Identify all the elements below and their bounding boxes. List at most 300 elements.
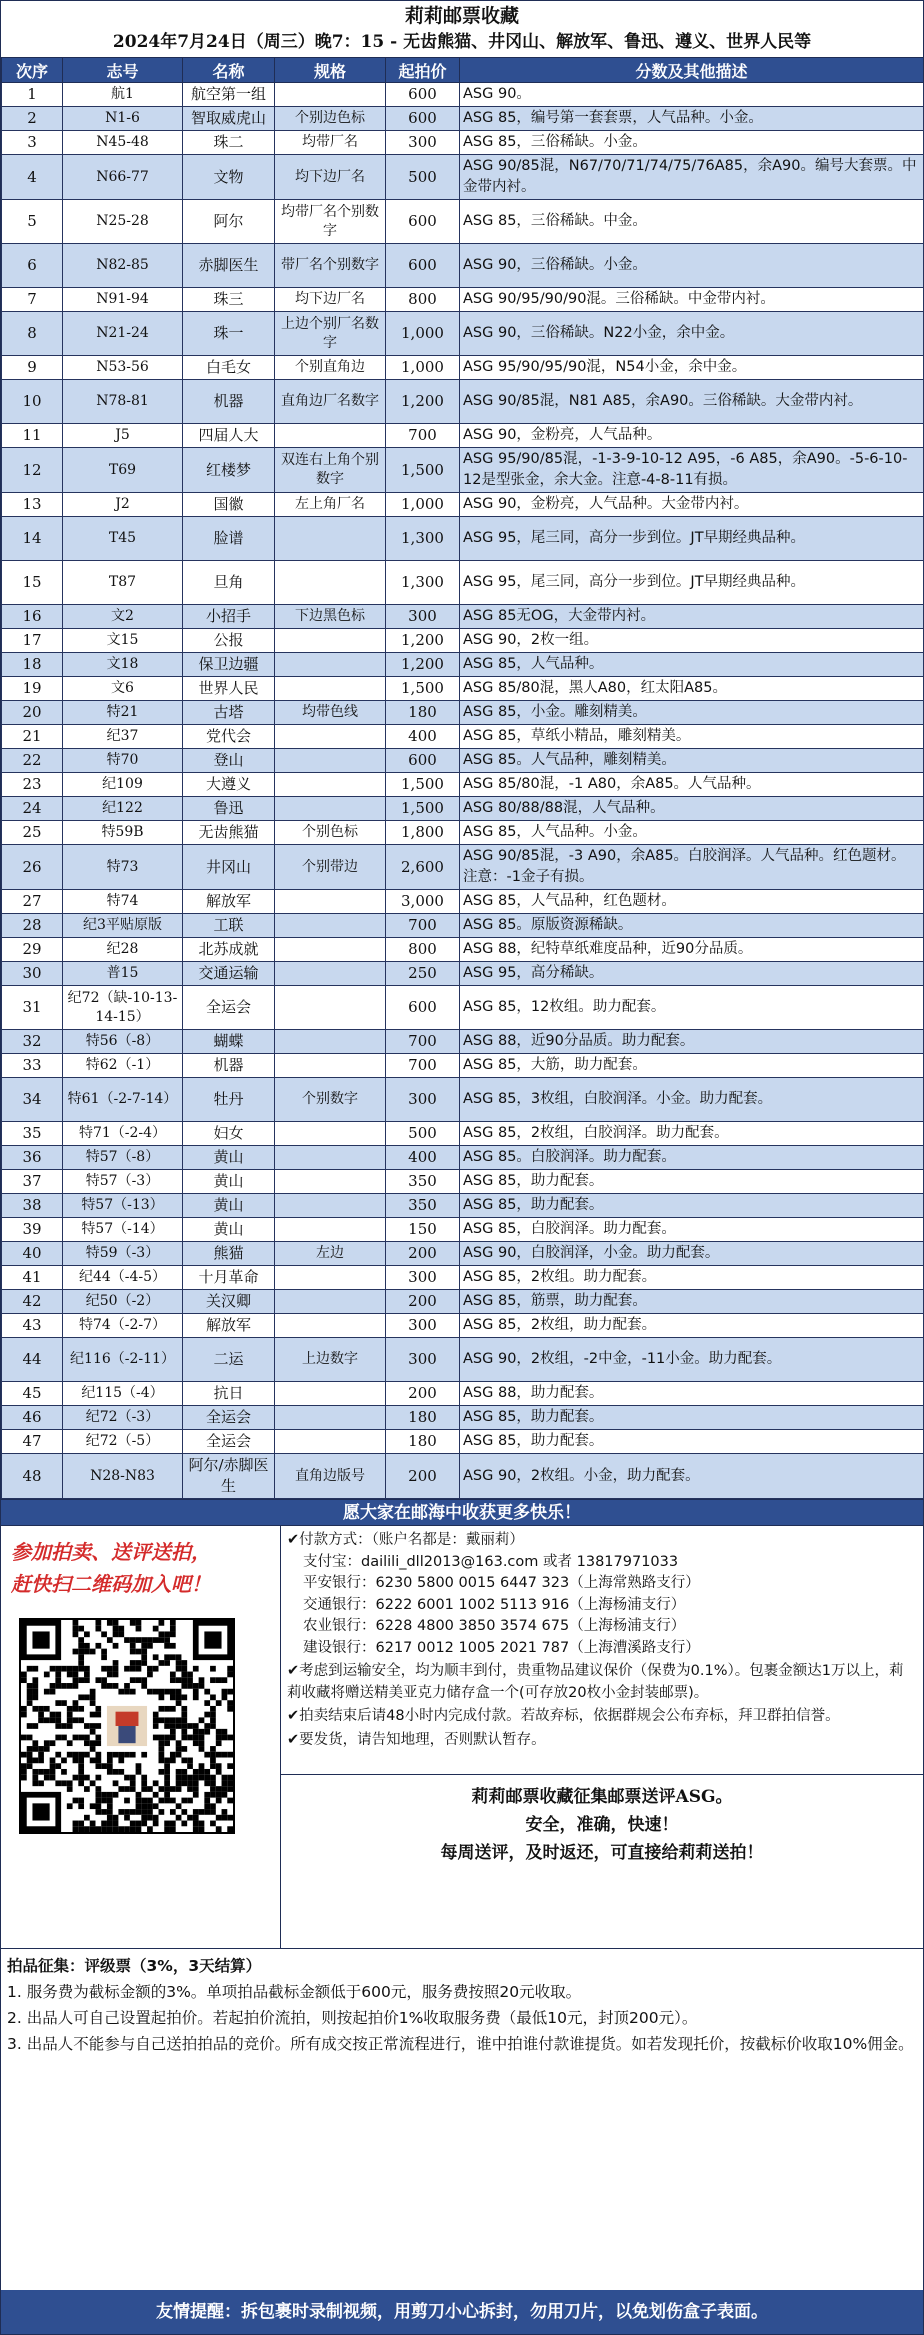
stamp-name: 工联 (183, 914, 275, 938)
stamp-code: N78-81 (63, 380, 183, 424)
lot-number: 42 (2, 1290, 63, 1314)
stamp-name: 全运会 (183, 1406, 275, 1430)
table-row (2, 356, 924, 380)
stamp-code: 纪44（-4-5） (63, 1266, 183, 1290)
lot-number: 15 (2, 561, 63, 605)
lot-number: 14 (2, 517, 63, 561)
shipping-note: ✔考虑到运输安全，均为顺丰到付，贵重物品建议保价（保费为0.1%）。包裹金额达1万以上，莉莉收藏将赠送精美亚克力储存盒一个(可存放20枚小金封装邮票)。 (287, 1663, 904, 1701)
stamp-code: N45-48 (63, 131, 183, 155)
description: ASG 85/80混，-1 A80，余A85。人气品种。 (460, 773, 924, 797)
lot-number: 7 (2, 288, 63, 312)
table-row (2, 629, 924, 653)
spec (275, 1382, 386, 1406)
lot-number: 25 (2, 821, 63, 845)
description: ASG 85，助力配套。 (460, 1406, 924, 1430)
stamp-name: 北苏成就 (183, 938, 275, 962)
stamp-name: 旦角 (183, 561, 275, 605)
starting-price: 1,200 (386, 380, 460, 424)
stamp-code: 纪72（-3） (63, 1406, 183, 1430)
stamp-code: 纪122 (63, 797, 183, 821)
rule-item: 3. 出品人不能参与自己送拍拍品的竞价。所有成交按正常流程进行，谁中拍谁付款谁提货。如若发现托价，按截标价收取10%佣金。 (7, 2035, 914, 2053)
table-row (2, 1290, 924, 1314)
lot-number: 40 (2, 1242, 63, 1266)
stamp-code: 特59（-3） (63, 1242, 183, 1266)
lot-number: 10 (2, 380, 63, 424)
table-row (2, 890, 924, 914)
spec (275, 773, 386, 797)
stamp-code: 纪116（-2-11） (63, 1338, 183, 1382)
description: ASG 90，2枚一组。 (460, 629, 924, 653)
description: ASG 95，尾三同，高分一步到位。JT早期经典品种。 (460, 517, 924, 561)
spec: 左边 (275, 1242, 386, 1266)
info-section (1, 1526, 923, 1949)
starting-price: 600 (386, 107, 460, 131)
stamp-code: 特57（-3） (63, 1170, 183, 1194)
starting-price: 180 (386, 1406, 460, 1430)
rule-item: 1. 服务费为截标金额的3%。单项拍品截标金额低于600元，服务费按照20元收取。 (7, 1983, 582, 2001)
table-row (2, 1122, 924, 1146)
lot-number: 3 (2, 131, 63, 155)
table-row (2, 962, 924, 986)
table-row (2, 1406, 924, 1430)
table-row (2, 749, 924, 773)
table-row (2, 1030, 924, 1054)
lot-number: 23 (2, 773, 63, 797)
starting-price: 200 (386, 1290, 460, 1314)
lot-number: 22 (2, 749, 63, 773)
stamp-code: T45 (63, 517, 183, 561)
table-row (2, 1266, 924, 1290)
starting-price: 400 (386, 1146, 460, 1170)
table-row (2, 725, 924, 749)
description: ASG 90/85混，N67/70/71/74/75/76A85，余A90。编号大套票。中金带内衬。 (460, 155, 924, 200)
description: ASG 90/85混，-3 A90，余A85。白胶润泽。人气品种。红色题材。注意：-1金子有损。 (460, 845, 924, 890)
starting-price: 3,000 (386, 890, 460, 914)
spec (275, 561, 386, 605)
starting-price: 300 (386, 131, 460, 155)
spec (275, 517, 386, 561)
description: ASG 85，12枚组。助力配套。 (460, 986, 924, 1030)
stamp-code: 纪28 (63, 938, 183, 962)
stamp-code: N82-85 (63, 244, 183, 288)
slogan-line: 每周送评，及时返还，可直接给莉莉送拍！ (440, 1843, 764, 1863)
starting-price: 700 (386, 424, 460, 448)
lot-number: 24 (2, 797, 63, 821)
lot-number: 19 (2, 677, 63, 701)
description: ASG 85。人气品种，雕刻精美。 (460, 749, 924, 773)
starting-price: 600 (386, 986, 460, 1030)
description: ASG 80/88/88混，人气品种。 (460, 797, 924, 821)
spec (275, 677, 386, 701)
starting-price: 1,000 (386, 312, 460, 356)
lot-number: 17 (2, 629, 63, 653)
stamp-code: 特71（-2-4） (63, 1122, 183, 1146)
starting-price: 300 (386, 605, 460, 629)
stamp-code: 普15 (63, 962, 183, 986)
stamp-name: 十月革命 (183, 1266, 275, 1290)
stamp-name: 熊猫 (183, 1242, 275, 1266)
spec: 个别边色标 (275, 107, 386, 131)
stamp-name: 智取威虎山 (183, 107, 275, 131)
stamp-name: 公报 (183, 629, 275, 653)
stamp-name: 登山 (183, 749, 275, 773)
stamp-code: N28-N83 (63, 1454, 183, 1499)
lot-number: 20 (2, 701, 63, 725)
spec (275, 424, 386, 448)
stamp-code: N25-28 (63, 200, 183, 244)
table-header-row (2, 58, 924, 83)
stamp-name: 国徽 (183, 493, 275, 517)
lot-number: 48 (2, 1454, 63, 1499)
table-row (2, 517, 924, 561)
table-row (2, 424, 924, 448)
lot-number: 44 (2, 1338, 63, 1382)
lot-table-body (2, 83, 924, 1499)
spec (275, 1146, 386, 1170)
starting-price: 500 (386, 155, 460, 200)
lot-number: 27 (2, 890, 63, 914)
stamp-name: 小招手 (183, 605, 275, 629)
description: ASG 85，2枚组，助力配套。 (460, 1314, 924, 1338)
table-row (2, 938, 924, 962)
rules-title: 拍品征集：评级票（3%，3天结算） (7, 1957, 262, 1975)
lot-number: 38 (2, 1194, 63, 1218)
starting-price: 300 (386, 1078, 460, 1122)
starting-price: 1,300 (386, 517, 460, 561)
stamp-code: 纪3平贴原版 (63, 914, 183, 938)
table-row (2, 1338, 924, 1382)
qr-code-image (21, 1620, 233, 1832)
lot-number: 1 (2, 83, 63, 107)
table-row (2, 1146, 924, 1170)
table-row (2, 380, 924, 424)
spec (275, 1194, 386, 1218)
starting-price: 200 (386, 1242, 460, 1266)
table-row (2, 653, 924, 677)
column-header: 次序 (2, 58, 63, 83)
stamp-name: 古塔 (183, 701, 275, 725)
description: ASG 90，三俗稀缺。N22小金，余中金。 (460, 312, 924, 356)
bank-account: 建设银行：6217 0012 1005 2021 787（上海漕溪路支行） (303, 1639, 700, 1656)
stamp-code: N1-6 (63, 107, 183, 131)
lot-number: 8 (2, 312, 63, 356)
stamp-name: 黄山 (183, 1194, 275, 1218)
spec: 个别直角边 (275, 356, 386, 380)
bank-account: 交通银行：6222 6001 1002 5113 916（上海杨浦支行） (303, 1596, 686, 1613)
stamp-name: 黄山 (183, 1146, 275, 1170)
spec (275, 1170, 386, 1194)
stamp-name: 抗日 (183, 1382, 275, 1406)
spec: 均带厂名个别数字 (275, 200, 386, 244)
table-row (2, 1170, 924, 1194)
description: ASG 85，草纸小精品，雕刻精美。 (460, 725, 924, 749)
spec: 直角边版号 (275, 1454, 386, 1499)
spec: 左上角厂名 (275, 493, 386, 517)
description: ASG 90，2枚组。小金，助力配套。 (460, 1454, 924, 1499)
lot-number: 36 (2, 1146, 63, 1170)
table-row (2, 448, 924, 493)
stamp-code: J5 (63, 424, 183, 448)
table-row (2, 83, 924, 107)
starting-price: 200 (386, 1454, 460, 1499)
spec (275, 1122, 386, 1146)
spec: 均带厂名 (275, 131, 386, 155)
starting-price: 300 (386, 1314, 460, 1338)
description: ASG 85，助力配套。 (460, 1194, 924, 1218)
stamp-name: 关汉卿 (183, 1290, 275, 1314)
footer-reminder: 友情提醒：拆包裹时录制视频，用剪刀小心拆封，勿用刀片，以免划伤盒子表面。 (1, 2290, 923, 2334)
stamp-code: 特74（-2-7） (63, 1314, 183, 1338)
stamp-name: 珠一 (183, 312, 275, 356)
table-row (2, 605, 924, 629)
stamp-name: 航空第一组 (183, 83, 275, 107)
description: ASG 90，2枚组，-2中金，-11小金。助力配套。 (460, 1338, 924, 1382)
table-row (2, 1382, 924, 1406)
stamp-code: 文18 (63, 653, 183, 677)
stamp-name: 珠三 (183, 288, 275, 312)
description: ASG 90，三俗稀缺。小金。 (460, 244, 924, 288)
stamp-code: 特61（-2-7-14） (63, 1078, 183, 1122)
starting-price: 350 (386, 1194, 460, 1218)
description: ASG 95，尾三同，高分一步到位。JT早期经典品种。 (460, 561, 924, 605)
stamp-name: 保卫边疆 (183, 653, 275, 677)
description: ASG 85，3枚组，白胶润泽。小金。助力配套。 (460, 1078, 924, 1122)
stamp-code: N21-24 (63, 312, 183, 356)
description: ASG 90，金粉亮，人气品种。 (460, 424, 924, 448)
lot-number: 2 (2, 107, 63, 131)
description: ASG 85，助力配套。 (460, 1170, 924, 1194)
description: ASG 85，编号第一套套票，人气品种。小金。 (460, 107, 924, 131)
stamp-name: 赤脚医生 (183, 244, 275, 288)
description: ASG 90，白胶润泽，小金。助力配套。 (460, 1242, 924, 1266)
lot-number: 41 (2, 1266, 63, 1290)
lot-number: 33 (2, 1054, 63, 1078)
spec (275, 83, 386, 107)
table-row (2, 288, 924, 312)
description: ASG 85，筋票，助力配套。 (460, 1290, 924, 1314)
stamp-code: 特70 (63, 749, 183, 773)
starting-price: 700 (386, 914, 460, 938)
table-row (2, 493, 924, 517)
stamp-name: 世界人民 (183, 677, 275, 701)
table-row (2, 312, 924, 356)
spec: 直角边厂名数字 (275, 380, 386, 424)
lot-number: 6 (2, 244, 63, 288)
starting-price: 300 (386, 1266, 460, 1290)
slogan-line: 安全，准确，快速！ (525, 1815, 679, 1835)
stamp-code: N91-94 (63, 288, 183, 312)
column-header: 志号 (63, 58, 183, 83)
description: ASG 90/85混，N81 A85，余A90。三俗稀缺。大金带内衬。 (460, 380, 924, 424)
column-header: 名称 (183, 58, 275, 83)
qr-prompt-line2: 赶快扫二维码加入吧！ (11, 1572, 211, 1596)
starting-price: 250 (386, 962, 460, 986)
lot-number: 46 (2, 1406, 63, 1430)
description: ASG 90，金粉亮，人气品种。大金带内衬。 (460, 493, 924, 517)
starting-price: 600 (386, 83, 460, 107)
table-row (2, 1430, 924, 1454)
stamp-name: 大遵义 (183, 773, 275, 797)
stamp-name: 妇女 (183, 1122, 275, 1146)
starting-price: 1,000 (386, 493, 460, 517)
table-row (2, 244, 924, 288)
stamp-code: 特74 (63, 890, 183, 914)
greeting-banner: 愿大家在邮海中收获更多快乐！ (1, 1499, 923, 1526)
spec (275, 1218, 386, 1242)
spec (275, 1406, 386, 1430)
bank-account: 平安银行：6230 5800 0015 6447 323（上海常熟路支行） (303, 1575, 700, 1591)
stamp-name: 黄山 (183, 1218, 275, 1242)
spec (275, 629, 386, 653)
starting-price: 2,600 (386, 845, 460, 890)
stamp-code: 特21 (63, 701, 183, 725)
starting-price: 1,200 (386, 629, 460, 653)
starting-price: 1,200 (386, 653, 460, 677)
lot-number: 4 (2, 155, 63, 200)
lot-number: 11 (2, 424, 63, 448)
description: ASG 85，三俗稀缺。中金。 (460, 200, 924, 244)
stamp-code: J2 (63, 493, 183, 517)
rule-item: 2. 出品人可自己设置起拍价。若起拍价流拍，则按起拍价1%收取服务费（最低10元，封顶200元）。 (7, 2009, 698, 2027)
stamp-name: 无齿熊猫 (183, 821, 275, 845)
stamp-name: 牡丹 (183, 1078, 275, 1122)
stamp-name: 全运会 (183, 986, 275, 1030)
starting-price: 1,500 (386, 677, 460, 701)
starting-price: 200 (386, 1382, 460, 1406)
table-row (2, 1054, 924, 1078)
lot-number: 32 (2, 1030, 63, 1054)
stamp-code: 特59B (63, 821, 183, 845)
payment-deadline-note: ✔拍卖结束后请48小时内完成付款。若故弃标，依据群规会公布弃标，拜卫群拍信誉。 (287, 1708, 840, 1724)
lot-number: 18 (2, 653, 63, 677)
stamp-code: 文2 (63, 605, 183, 629)
stamp-code: 特62（-1） (63, 1054, 183, 1078)
table-row (2, 107, 924, 131)
spec (275, 1430, 386, 1454)
starting-price: 1,500 (386, 773, 460, 797)
stamp-name: 解放军 (183, 1314, 275, 1338)
starting-price: 350 (386, 1170, 460, 1194)
lot-number: 35 (2, 1122, 63, 1146)
stamp-name: 脸谱 (183, 517, 275, 561)
starting-price: 800 (386, 938, 460, 962)
description: ASG 88，近90分品质。助力配套。 (460, 1030, 924, 1054)
starting-price: 700 (386, 1030, 460, 1054)
spec (275, 986, 386, 1030)
lot-number: 30 (2, 962, 63, 986)
starting-price: 180 (386, 1430, 460, 1454)
description: ASG 85。原版资源稀缺。 (460, 914, 924, 938)
table-row (2, 1218, 924, 1242)
lot-number: 9 (2, 356, 63, 380)
table-row (2, 677, 924, 701)
spec: 下边黑色标 (275, 605, 386, 629)
stamp-code: T69 (63, 448, 183, 493)
spec (275, 962, 386, 986)
spec: 均下边厂名 (275, 155, 386, 200)
spec (275, 914, 386, 938)
description: ASG 85，人气品种。小金。 (460, 821, 924, 845)
delivery-note: ✔要发货，请告知地理，否则默认暂存。 (287, 1731, 546, 1748)
starting-price: 180 (386, 701, 460, 725)
starting-price: 1,000 (386, 356, 460, 380)
stamp-code: 纪109 (63, 773, 183, 797)
starting-price: 150 (386, 1218, 460, 1242)
description: ASG 85，小金。雕刻精美。 (460, 701, 924, 725)
spec: 均带色线 (275, 701, 386, 725)
table-row (2, 1194, 924, 1218)
header (1, 1, 923, 57)
lot-number: 37 (2, 1170, 63, 1194)
stamp-name: 机器 (183, 1054, 275, 1078)
qr-panel (1, 1526, 281, 1948)
spec: 个别色标 (275, 821, 386, 845)
column-header: 分数及其他描述 (460, 58, 924, 83)
table-row (2, 1314, 924, 1338)
starting-price: 600 (386, 200, 460, 244)
stamp-code: 纪37 (63, 725, 183, 749)
stamp-name: 鲁迅 (183, 797, 275, 821)
spec (275, 1314, 386, 1338)
qr-code[interactable] (19, 1618, 235, 1834)
stamp-code: 纪115（-4） (63, 1382, 183, 1406)
table-row (2, 914, 924, 938)
description: ASG 85，三俗稀缺。小金。 (460, 131, 924, 155)
stamp-name: 二运 (183, 1338, 275, 1382)
starting-price: 400 (386, 725, 460, 749)
description: ASG 85，2枚组，白胶润泽。助力配套。 (460, 1122, 924, 1146)
spec (275, 938, 386, 962)
table-row (2, 1454, 924, 1499)
stamp-code: N66-77 (63, 155, 183, 200)
spec: 上边个别厂名数字 (275, 312, 386, 356)
table-row (2, 821, 924, 845)
table-row (2, 1078, 924, 1122)
lot-number: 29 (2, 938, 63, 962)
payment-panel (281, 1526, 923, 1948)
table-row (2, 701, 924, 725)
stamp-code: 特56（-8） (63, 1030, 183, 1054)
spec (275, 725, 386, 749)
spec: 双连右上角个别数字 (275, 448, 386, 493)
stamp-name: 解放军 (183, 890, 275, 914)
stamp-name: 机器 (183, 380, 275, 424)
description: ASG 85/80混，黑人A80，红太阳A85。 (460, 677, 924, 701)
lot-number: 45 (2, 1382, 63, 1406)
column-header: 规格 (275, 58, 386, 83)
table-row (2, 200, 924, 244)
lot-table (1, 57, 924, 1499)
description: ASG 95/90/95/90混，N54小金，余中金。 (460, 356, 924, 380)
lot-number: 47 (2, 1430, 63, 1454)
stamp-name: 党代会 (183, 725, 275, 749)
stamp-code: 特73 (63, 845, 183, 890)
starting-price: 500 (386, 1122, 460, 1146)
table-row (2, 155, 924, 200)
stamp-name: 交通运输 (183, 962, 275, 986)
description: ASG 90/95/90/90混。三俗稀缺。中金带内衬。 (460, 288, 924, 312)
stamp-code: 特57（-8） (63, 1146, 183, 1170)
stamp-code: 纪72（缺-10-13-14-15） (63, 986, 183, 1030)
spec (275, 890, 386, 914)
starting-price: 1,500 (386, 448, 460, 493)
stamp-code: 文15 (63, 629, 183, 653)
lot-number: 31 (2, 986, 63, 1030)
description: ASG 85，助力配套。 (460, 1430, 924, 1454)
description: ASG 85，大筋，助力配套。 (460, 1054, 924, 1078)
lot-number: 43 (2, 1314, 63, 1338)
description: ASG 90。 (460, 83, 924, 107)
